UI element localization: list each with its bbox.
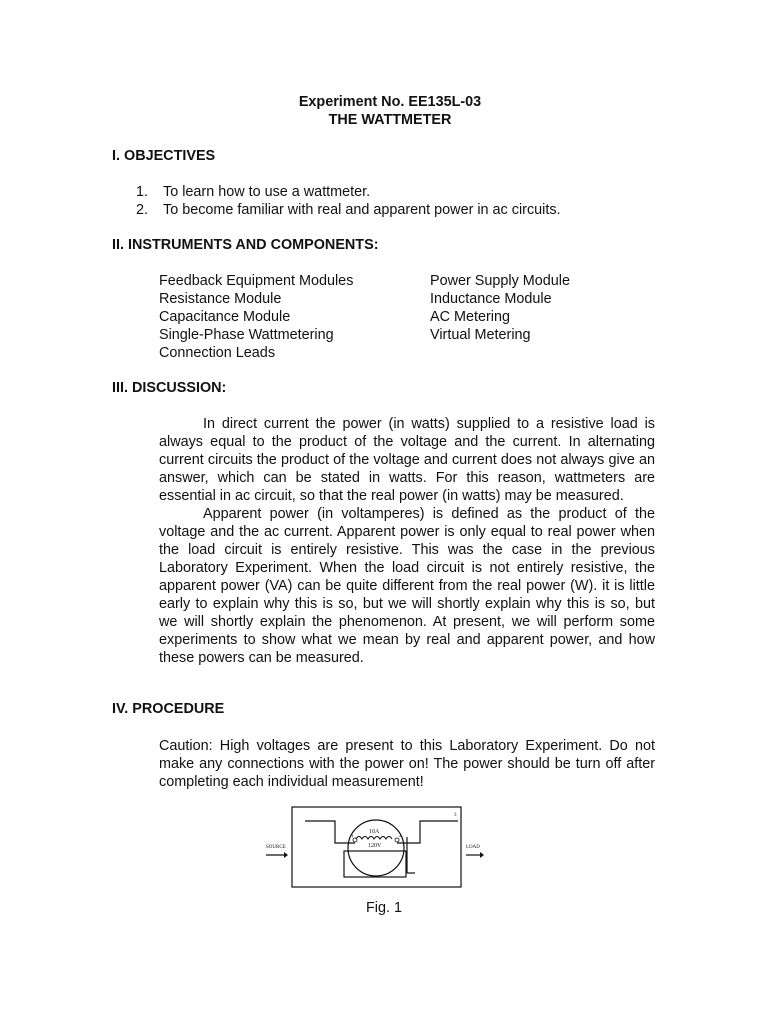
objective-number: 1. (136, 184, 149, 200)
instrument-col2-item: Inductance Module (430, 291, 552, 307)
meter-voltage-rating: 120V (368, 843, 382, 849)
meter-terminal-1: 1 (351, 834, 354, 839)
instrument-col2-item: Virtual Metering (430, 327, 531, 343)
instruments-heading: II. INSTRUMENTS AND COMPONENTS: (112, 237, 379, 253)
objective-item-1 (136, 183, 370, 201)
document-title: Experiment No. EE135L-03 (298, 94, 482, 110)
instrument-col2-item: Power Supply Module (430, 273, 570, 289)
meter-terminal-2: 2 (399, 834, 402, 839)
objective-text: To become familiar with real and apparent power in ac circuits. (163, 202, 561, 218)
instrument-col2-item: AC Metering (430, 309, 510, 325)
wattmeter-circuit-diagram (260, 803, 490, 898)
figure-caption: Fig. 1 (366, 900, 402, 916)
instrument-col1-item: Single-Phase Wattmetering (159, 327, 334, 343)
objective-text: To learn how to use a wattmeter. (163, 184, 371, 200)
objectives-heading: I. OBJECTIVES (112, 148, 216, 164)
instrument-col1-item: Resistance Module (159, 291, 282, 307)
procedure-heading: IV. PROCEDURE (112, 701, 225, 717)
document-subtitle: THE WATTMETER (328, 112, 452, 128)
top-terminal-3: 3 (454, 813, 457, 818)
instrument-col1-item: Feedback Equipment Modules (159, 273, 354, 289)
objective-item-2 (136, 201, 561, 219)
source-label: SOURCE (266, 845, 286, 850)
instrument-col1-item: Capacitance Module (159, 309, 291, 325)
meter-current-rating: 10A (369, 829, 380, 835)
objective-number: 2. (136, 202, 149, 218)
discussion-p1-text: In direct current the power (in watts) supplied to a resistive load is always equal to the product of the voltage and the current. In alternating current circuits the product of the voltage and current does not always give an answer, which can be stated in watts. For this reason, wattmeters are essential in ac circuit, so that the real power (in watts) may be measured. (159, 416, 655, 504)
discussion-heading: III. DISCUSSION: (112, 380, 227, 396)
discussion-paragraph-2 (159, 505, 655, 667)
instrument-col1-item: Connection Leads (159, 345, 276, 361)
load-label: LOAD (466, 845, 480, 850)
discussion-p2-text: Apparent power (in voltamperes) is defined as the product of the voltage and the ac current. Apparent power is only equal to real power when the load circuit is entirely resistive. This was the case in the previous Laboratory Experiment. When the load circuit is not entirely resistive, the apparent power (VA) can be quite different from the real power (W). it is little early to explain why this is so, but we will shortly explain why this is so, but we will shortly explain the phenomenon. At present, we will perform some experiments to show what we mean by real and apparent power, and how these powers can be measured. (159, 506, 655, 666)
caution-paragraph: Caution: High voltages are present to this Laboratory Experiment. Do not make any connections with the power on! The power should be turn off after completing each individual measurement! (159, 738, 655, 790)
discussion-paragraph-1 (159, 415, 655, 505)
